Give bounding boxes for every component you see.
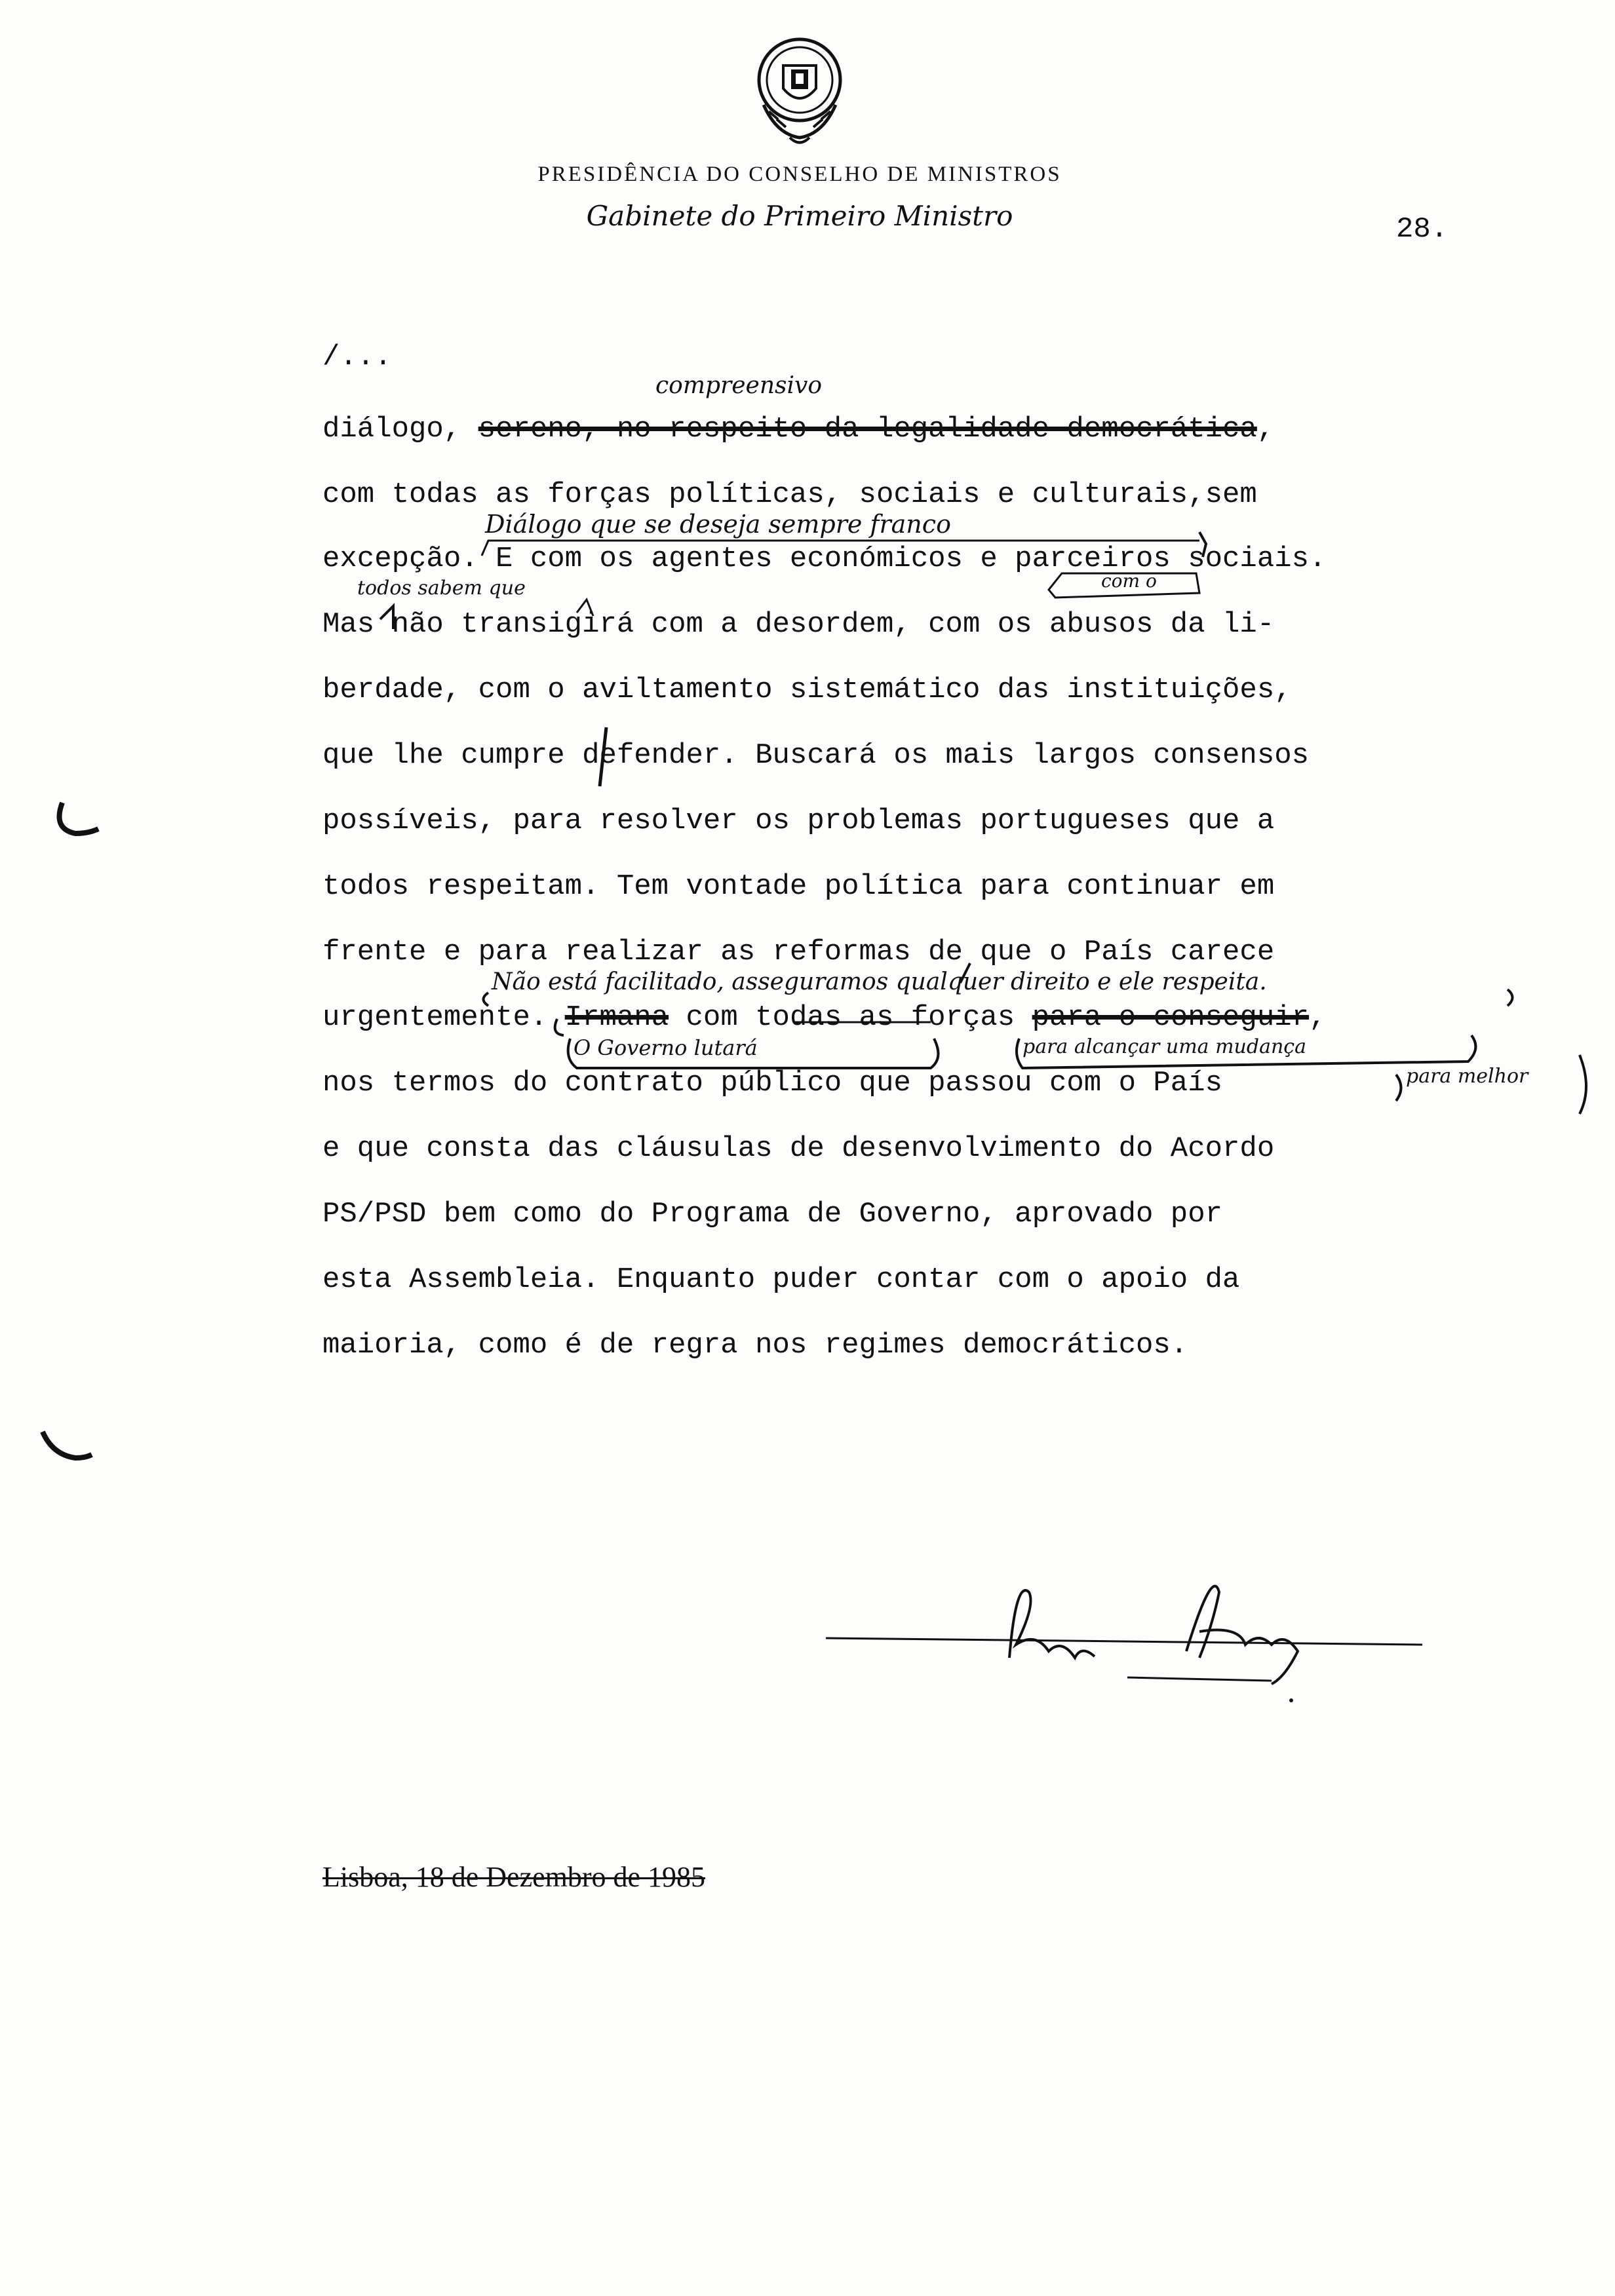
- body-line: possíveis, para resolver os problemas portugueses que a: [322, 805, 1275, 837]
- institution-heading: PRESIDÊNCIA DO CONSELHO DE MINISTROS: [537, 163, 1062, 186]
- coat-of-arms-icon: [737, 26, 862, 151]
- handwritten-annotation: para melhor: [1406, 1065, 1528, 1088]
- office-subheading: Gabinete do Primeiro Ministro: [586, 200, 1013, 232]
- body-line: PS/PSD bem como do Programa de Governo, aprovado por: [322, 1198, 1223, 1231]
- body-line: nos termos do contrato público que passou com o País: [322, 1067, 1223, 1100]
- handwritten-annotation: O Governo lutará: [574, 1035, 758, 1060]
- body-line: esta Assembleia. Enquanto puder contar com o apoio da: [322, 1263, 1240, 1296]
- body-line: com todas as forças políticas, sociais e culturais,sem: [322, 478, 1257, 511]
- handwritten-annotation: com o: [1101, 570, 1157, 592]
- body-line: e que consta das cláusulas de desenvolvimento do Acordo: [322, 1132, 1275, 1165]
- body-line: diálogo, sereno, no respeito da legalidade democrática,: [322, 413, 1275, 446]
- page-number: 28.: [1396, 213, 1449, 246]
- signature: [819, 1553, 1442, 1723]
- body-line: todos respeitam. Tem vontade política para continuar em: [322, 870, 1275, 903]
- handwritten-annotation: para alcançar uma mudança: [1022, 1035, 1306, 1058]
- handwritten-annotation: todos sabem que: [357, 577, 526, 600]
- body-line: urgentemente. Irmana com todas as forças para o conseguir,: [322, 1001, 1327, 1034]
- body-line: frente e para realizar as reformas de que o País carece: [322, 936, 1275, 968]
- handwritten-annotation: compreensivo: [655, 372, 823, 399]
- body-line: maioria, como é de regra nos regimes democráticos.: [322, 1329, 1188, 1362]
- body-line: excepção. E com os agentes económicos e parceiros sociais.: [322, 543, 1327, 575]
- body-line: Mas não transigirá com a desordem, com os abusos da li-: [322, 608, 1275, 641]
- struck-text: Irmana: [564, 1001, 669, 1034]
- body-line: que lhe cumpre defender. Buscará os mais largos consensos: [322, 739, 1310, 772]
- struck-text: para o conseguir: [1032, 1001, 1310, 1034]
- continuation-mark: /...: [322, 341, 392, 373]
- body-line: berdade, com o aviltamento sistemático das instituições,: [322, 674, 1292, 706]
- struck-date: Lisboa, 18 de Dezembro de 1985: [322, 1861, 706, 1893]
- handwritten-annotation: Diálogo que se deseja sempre franco: [485, 510, 951, 539]
- handwritten-annotation: Não está facilitado, asseguramos qualquer direito e ele respeita.: [492, 968, 1267, 995]
- struck-text: sereno, no respeito da legalidade democrática: [478, 413, 1257, 446]
